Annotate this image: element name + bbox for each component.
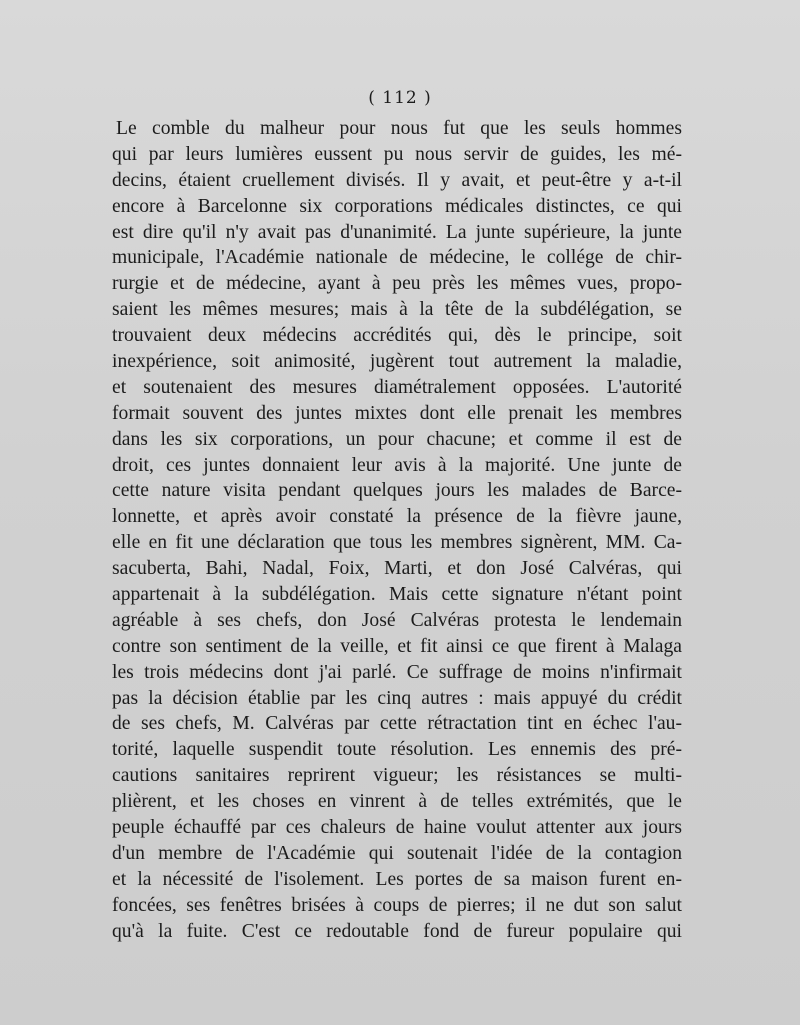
text-line: plièrent, et les choses en vinrent à de telles extrémités, que le	[112, 791, 682, 813]
text-line: inexpérience, soit animosité, jugèrent tout autrement la maladie,	[112, 351, 682, 373]
text-line: pas la décision établie par les cinq autres : mais appuyé du crédit	[112, 687, 682, 709]
text-line: cette nature visita pendant quelques jours les malades de Barce-	[112, 480, 682, 502]
text-line: saient les mêmes mesures; mais à la tête de la subdélégation, se	[112, 299, 682, 321]
text-line: est dire qu'il n'y avait pas d'unanimité. La junte supérieure, la junte	[112, 221, 682, 243]
text-line: contre son sentiment de la veille, et fit ainsi ce que firent à Malaga	[112, 635, 682, 657]
text-line: formait souvent des juntes mixtes dont elle prenait les membres	[112, 402, 682, 424]
text-line: municipale, l'Académie nationale de médecine, le collége de chir-	[112, 247, 682, 269]
page-number: ( 112 )	[368, 88, 432, 108]
text-line: qui par leurs lumières eussent pu nous servir de guides, les mé-	[112, 143, 682, 165]
text-line: d'un membre de l'Académie qui soutenait l'idée de la contagion	[112, 842, 682, 864]
text-line: rurgie et de médecine, ayant à peu près les mêmes vues, propo-	[112, 273, 682, 295]
text-line: peuple échauffé par ces chaleurs de haine voulut attenter aux jours	[112, 817, 682, 839]
text-line: qu'à la fuite. C'est ce redoutable fond de fureur populaire qui	[112, 920, 682, 942]
text-line: elle en fit une déclaration que tous les membres signèrent, MM. Ca-	[112, 532, 682, 554]
text-line: torité, laquelle suspendit toute résolution. Les ennemis des pré-	[112, 739, 682, 761]
text-line: agréable à ses chefs, don José Calvéras protesta le lendemain	[112, 609, 682, 631]
text-line: sacuberta, Bahi, Nadal, Foix, Marti, et don José Calvéras, qui	[112, 558, 682, 580]
text-line: lonnette, et après avoir constaté la présence de la fièvre jaune,	[112, 506, 682, 528]
text-line: appartenait à la subdélégation. Mais cette signature n'étant point	[112, 584, 682, 606]
text-line: decins, étaient cruellement divisés. Il y avait, et peut-être y a-t-il	[112, 169, 682, 191]
text-line: et soutenaient des mesures diamétralement opposées. L'autorité	[112, 376, 682, 398]
text-line: dans les six corporations, un pour chacune; et comme il est de	[112, 428, 682, 450]
body-paragraph	[112, 116, 682, 945]
text-line: de ses chefs, M. Calvéras par cette rétractation tint en échec l'au-	[112, 713, 682, 735]
text-line: droit, ces juntes donnaient leur avis à la majorité. Une junte de	[112, 454, 682, 476]
text-line: et la nécessité de l'isolement. Les portes de sa maison furent en-	[112, 868, 682, 890]
text-line: trouvaient deux médecins accrédités qui, dès le principe, soit	[112, 325, 682, 347]
text-line: cautions sanitaires reprirent vigueur; les résistances se multi-	[112, 765, 682, 787]
text-line: encore à Barcelonne six corporations médicales distinctes, ce qui	[112, 195, 682, 217]
text-line: les trois médecins dont j'ai parlé. Ce suffrage de moins n'infirmait	[112, 661, 682, 683]
text-line: foncées, ses fenêtres brisées à coups de pierres; il ne dut son salut	[112, 894, 682, 916]
text-line: Le comble du malheur pour nous fut que les seuls hommes	[116, 118, 682, 139]
